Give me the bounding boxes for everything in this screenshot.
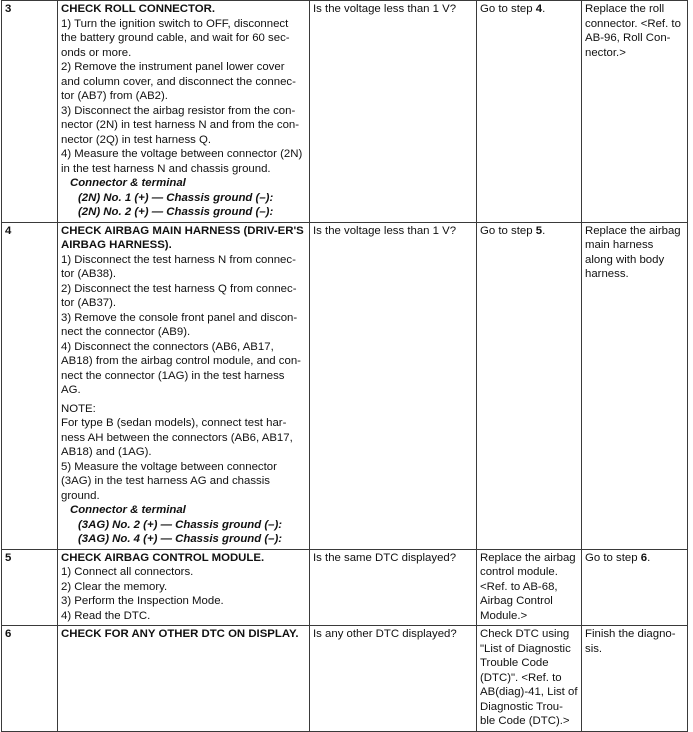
step-title: CHECK FOR ANY OTHER DTC ON DISPLAY. (61, 628, 299, 640)
yes-cell: Check DTC using "List of Diagnostic Trouble Code (DTC)". <Ref. to AB(diag)-41, List of Diagnostic Trou-ble Code (DTC).> (477, 626, 582, 732)
procedure-step: 4) Measure the voltage between connector (2N) in the test harness N and chassis ground. (61, 148, 303, 175)
connector-terminal-line: (2N) No. 1 (+) — Chassis ground (–): (78, 191, 274, 204)
step-title: CHECK AIRBAG MAIN HARNESS (DRIV-ER'S AIRBAG HARNESS). (61, 224, 304, 251)
step-number: 6 (2, 626, 58, 732)
note-label: NOTE: (61, 402, 96, 415)
step-number: 4 (2, 222, 58, 549)
step-procedure (58, 626, 310, 732)
step-procedure (58, 222, 310, 549)
yes-cell: Go to step 4. (477, 1, 582, 223)
procedure-step: 4) Disconnect the connectors (AB6, AB17, AB18) from the airbag control module, and con-nect the connector (1AG) in the test harness AG. (61, 340, 301, 396)
check-cell: Is any other DTC displayed? (310, 626, 477, 732)
procedure-step: 1) Disconnect the test harness N from connec-tor (AB38). (61, 253, 296, 280)
table-row (2, 1, 688, 223)
step-ref: 5 (535, 224, 543, 237)
connector-terminal-line: (3AG) No. 2 (+) — Chassis ground (–): (78, 518, 283, 531)
no-cell: Replace the airbag main harness along with body harness. (582, 222, 688, 549)
step-title: CHECK AIRBAG CONTROL MODULE. (61, 551, 265, 564)
yes-cell: Replace the airbag control module. <Ref. to AB-68, Airbag Control Module.> (477, 549, 582, 626)
no-cell: Go to step 6. (582, 549, 688, 626)
table-row (2, 222, 688, 549)
procedure-step: 3) Disconnect the airbag resistor from the con-nector (2N) in test harness N and from the con-nector (2Q) in test harness Q. (61, 104, 300, 146)
check-cell: Is the voltage less than 1 V? (310, 1, 477, 223)
no-cell: Finish the diagno-sis. (582, 626, 688, 732)
step-number: 3 (2, 1, 58, 223)
connector-terminal-line: (3AG) No. 4 (+) — Chassis ground (–): (78, 533, 283, 545)
note-text: For type B (sedan models), connect test har-ness AH between the connectors (AB6, AB17, AB18) and (1AG). (61, 417, 293, 458)
step-ref: 6 (640, 551, 648, 564)
procedure-step: 2) Clear the memory. (61, 580, 168, 593)
connector-terminal-heading: Connector & terminal (70, 504, 186, 516)
table-row (2, 549, 688, 626)
step-ref: 4 (535, 3, 543, 15)
step-number: 5 (2, 549, 58, 626)
procedure-step: 4) Read the DTC. (61, 609, 151, 622)
procedure-step: 2) Remove the instrument panel lower cover and column cover, and disconnect the connec-tor (AB7) from (AB2). (61, 61, 296, 102)
step-title: CHECK ROLL CONNECTOR. (61, 3, 215, 15)
procedure-step: 5) Measure the voltage between connector (3AG) in the test harness AG and chassis ground. (61, 460, 277, 502)
table-row (2, 626, 688, 732)
yes-cell: Go to step 5. (477, 222, 582, 549)
procedure-step: 1) Turn the ignition switch to OFF, disconnect the battery ground cable, and wait for 60 sec-onds or more. (61, 17, 290, 59)
procedure-step: 2) Disconnect the test harness Q from connec-tor (AB37). (61, 282, 297, 309)
procedure-step: 3) Remove the console front panel and discon-nect the connector (AB9). (61, 311, 298, 338)
step-procedure (58, 1, 310, 223)
no-cell: Replace the roll connector. <Ref. to AB-96, Roll Con-nector.> (582, 1, 688, 223)
connector-terminal-heading: Connector & terminal (70, 177, 186, 189)
procedure-step: 1) Connect all connectors. (61, 566, 194, 578)
connector-terminal-line: (2N) No. 2 (+) — Chassis ground (–): (78, 206, 274, 218)
procedure-step: 3) Perform the Inspection Mode. (61, 595, 224, 607)
check-cell: Is the same DTC displayed? (310, 549, 477, 626)
step-procedure (58, 549, 310, 626)
check-cell: Is the voltage less than 1 V? (310, 222, 477, 549)
diagnostic-table (1, 0, 688, 732)
